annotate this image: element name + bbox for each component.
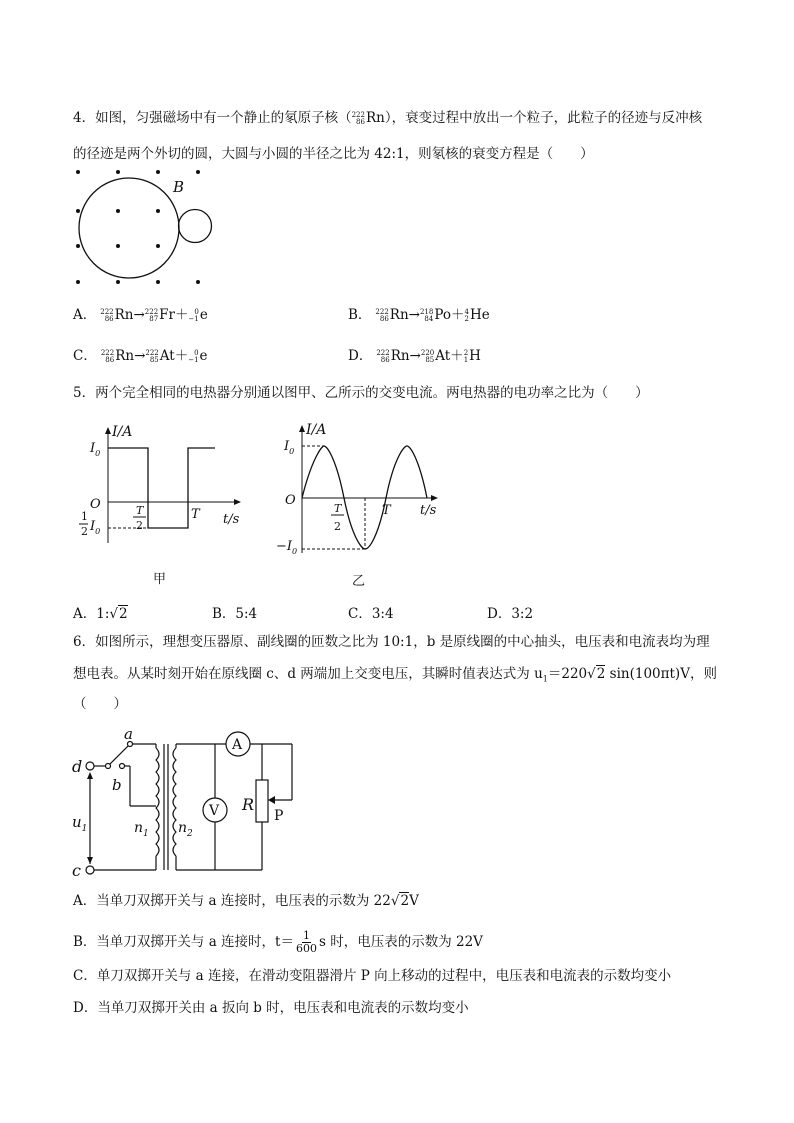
svg-text:I0: $I_0$ xyxy=(90,519,101,536)
svg-text:a: a xyxy=(124,725,133,743)
q6-option-a[interactable]: A．当单刀双掷开关与 a 连接时，电压表的示数为 22√2V xyxy=(73,893,419,909)
q4-option-c[interactable]: C． 222 86Rn→222 85At＋ 0 −1e xyxy=(73,348,208,364)
q6-stem-line3: （ ） xyxy=(73,696,127,712)
q5-option-c[interactable]: C．3:4 xyxy=(348,606,394,622)
q5-graph-yi xyxy=(272,418,452,588)
svg-text:P: P xyxy=(274,808,284,824)
svg-text:n1: $n_1$ xyxy=(134,820,149,839)
svg-text:O: O xyxy=(90,497,101,512)
svg-text:T: T xyxy=(136,504,144,517)
q5-option-d[interactable]: D．3:2 xyxy=(487,606,534,622)
svg-text:2: 2 xyxy=(334,520,341,533)
svg-text:u1: $u_1$ xyxy=(72,813,88,834)
q4-magnetic-field-diagram xyxy=(70,168,220,288)
q4-option-d[interactable]: D． 222 86Rn→220 85At＋2 1H xyxy=(348,348,481,364)
q6-stem-line1: 6．如图所示，理想变压器原、副线圈的匝数之比为 10:1，b 是原线圈的中心抽头，电压表和电流表均为理 xyxy=(73,634,710,650)
svg-text:V: V xyxy=(209,803,220,819)
svg-text:A: A xyxy=(232,737,243,753)
q5-graph-jia xyxy=(70,418,250,588)
large-track xyxy=(79,178,179,278)
svg-text:c: c xyxy=(72,861,81,880)
svg-text:乙: 乙 xyxy=(352,574,366,589)
svg-text:−I0: $-I_0$ xyxy=(276,539,298,556)
svg-text:I0: $I_0$ xyxy=(284,439,295,456)
svg-text:I/A: I/A xyxy=(112,424,133,440)
svg-text:n2: $n_2$ xyxy=(178,820,193,839)
q4-stem-line2: 的径迹是两个外切的圆，大圆与小圆的半径之比为 42:1，则氡核的衰变方程是（ ） xyxy=(73,146,594,162)
svg-text:1: 1 xyxy=(81,510,88,523)
svg-text:2: 2 xyxy=(136,519,143,532)
svg-text:b: b xyxy=(112,776,122,794)
q5-option-a[interactable]: A．1:√2 xyxy=(73,606,128,622)
svg-text:t/s: t/s xyxy=(420,503,437,518)
svg-text:I/A: I/A xyxy=(306,422,327,438)
svg-text:R: R xyxy=(242,795,255,814)
field-label: B xyxy=(173,178,185,196)
svg-text:d: d xyxy=(72,757,83,776)
svg-text:T: T xyxy=(334,502,342,515)
q4-option-b[interactable]: B． 222 86Rn→218 84Po＋4 2He xyxy=(348,307,490,323)
svg-text:I0: $I_0$ xyxy=(90,441,101,458)
q5-option-b[interactable]: B．5:4 xyxy=(212,606,258,622)
q6-option-c[interactable]: C．单刀双掷开关与 a 连接，在滑动变阻器滑片 P 向上移动的过程中，电压表和电流表的示数均变小 xyxy=(73,968,672,984)
q4-stem-line1: 4．如图，匀强磁场中有一个静止的氡原子核（ 222 86 Rn），衰变过程中放出一个粒子，此粒子的径迹与反冲核 xyxy=(73,110,703,126)
radon-nucleus: 222 86 Rn xyxy=(351,110,385,126)
svg-text:O: O xyxy=(285,493,296,508)
svg-text:T: T xyxy=(382,503,391,518)
small-track xyxy=(179,210,212,243)
q4-option-a[interactable]: A． 222 86Rn→222 87Fr＋ 0 −1e xyxy=(73,307,208,323)
svg-text:甲: 甲 xyxy=(153,572,167,587)
q6-option-d[interactable]: D．当单刀双掷开关由 a 扳向 b 时，电压表和电流表的示数均变小 xyxy=(73,1000,469,1016)
svg-text:2: 2 xyxy=(81,525,88,538)
q6-stem-line2: 想电表。从某时刻开始在原线圈 c、d 两端加上交变电压，其瞬时值表达式为 $u_1=220√2$ sin(100πt)V，则 xyxy=(73,666,717,684)
svg-text:t/s: t/s xyxy=(223,512,240,527)
svg-text:T: T xyxy=(191,507,200,522)
q5-stem: 5．两个完全相同的电热器分别通以图甲、乙所示的交变电流。两电热器的电功率之比为（ ） xyxy=(73,385,649,401)
q6-option-b[interactable]: B．当单刀双掷开关与 a 连接时，t＝ $\frac{1}{600}$ s 时，电压表的示数为 22V xyxy=(73,929,483,955)
q6-transformer-circuit xyxy=(70,724,310,884)
